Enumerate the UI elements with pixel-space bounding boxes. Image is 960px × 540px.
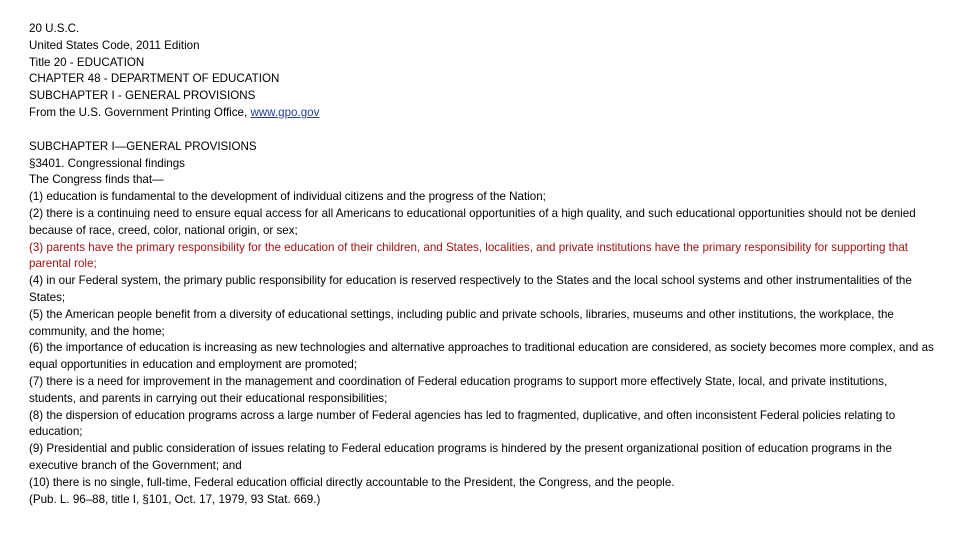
subchapter-heading: SUBCHAPTER I - GENERAL PROVISIONS [29,89,256,103]
finding-6: (6) the importance of education is increasing as new technologies and alternative approaches to traditional education are considered, as society becomes more complex, and as equal opportunities in education and employment are promoted; [29,341,934,372]
source-line [29,105,934,122]
code-edition: United States Code, 2011 Edition [29,38,200,52]
title-heading: Title 20 - EDUCATION [29,55,145,69]
citation: (Pub. L. 96–88, title I, §101, Oct. 17, 1979, 93 Stat. 669.) [29,492,321,506]
spacer [29,122,934,139]
finding-8: (8) the dispersion of education programs across a large number of Federal agencies has led to fragmented, duplicative, and often inconsistent Federal policies relating to education; [29,408,896,439]
finding-10: (10) there is no single, full-time, Federal education official directly accountable to the President, the Congress, and the people. [29,475,675,489]
finding-5: (5) the American people benefit from a diversity of educational settings, including public and private schools, libraries, museums and other institutions, the workplace, the community, and the home; [29,307,894,338]
finding-3-highlighted: (3) parents have the primary responsibility for the education of their children, and States, localities, and private institutions have the primary responsibility for supporting that parental role; [29,240,909,271]
document-page [29,21,934,508]
section-title: §3401. Congressional findings [29,156,185,170]
finding-2: (2) there is a continuing need to ensure equal access for all Americans to educational opportunities of a high quality, and such educational opportunities should not be denied because of race, creed, color, national origin, or sex; [29,206,916,237]
source-prefix: From the U.S. Government Printing Office, [29,105,251,119]
finding-4: (4) in our Federal system, the primary public responsibility for education is reserved respectively to the States and the local school systems and other instrumentalities of the States; [29,274,912,304]
finding-1: (1) education is fundamental to the development of individual citizens and the progress of the Nation; [29,190,546,204]
code-title: 20 U.S.C. [29,22,80,35]
findings-intro: The Congress finds that— [29,173,164,187]
finding-7: (7) there is a need for improvement in the management and coordination of Federal education programs to support more effectively State, local, and private institutions, students, and parents in carrying out their educational responsibilities; [29,374,888,405]
subchapter-title: SUBCHAPTER I—GENERAL PROVISIONS [29,139,257,153]
gpo-link[interactable]: www.gpo.gov [250,105,320,119]
finding-9: (9) Presidential and public consideration of issues relating to Federal education programs is hindered by the present organizational position of education programs in the executive branch of the Government; and [29,442,892,472]
chapter-heading: CHAPTER 48 - DEPARTMENT OF EDUCATION [29,72,280,86]
